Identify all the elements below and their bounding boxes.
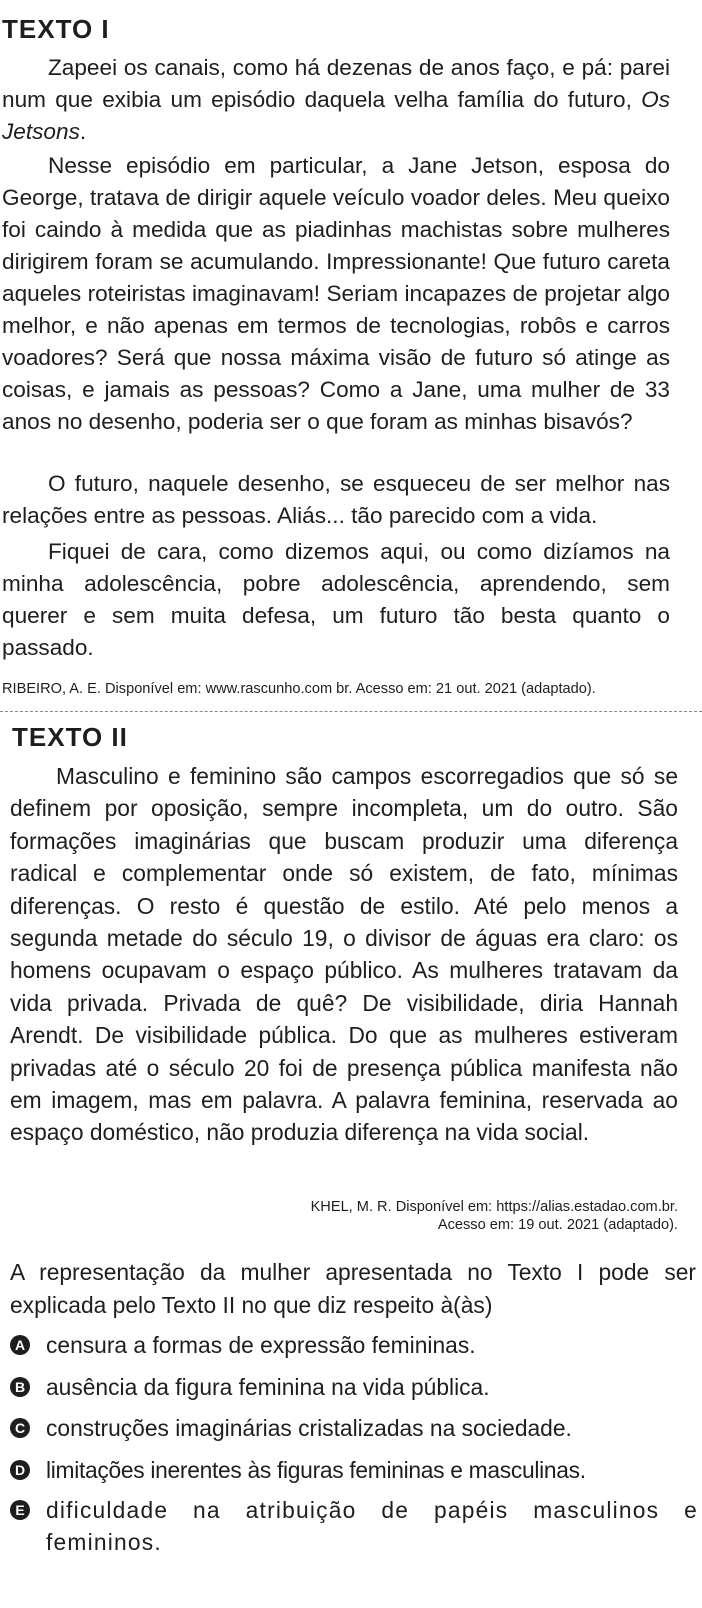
option-e-text: dificuldade na atribuição de papéis masculinos e femininos.: [46, 1497, 698, 1555]
option-b[interactable]: [10, 1371, 698, 1403]
texto-2-source-line-1: KHEL, M. R. Disponível em: https://alias.estadao.com.br.: [310, 1199, 678, 1215]
question-stem: A representação da mulher apresentada no Texto I pode ser explicada pelo Texto II no que diz respeito à(às): [10, 1259, 696, 1318]
texto-1-source: RIBEIRO, A. E. Disponível em: www.rascunho.com br. Acesso em: 21 out. 2021 (adaptado).: [2, 681, 596, 697]
option-c-text: construções imaginárias cristalizadas na sociedade.: [46, 1415, 572, 1441]
show-title: Os Jetsons: [2, 87, 670, 144]
texto-1-paragraph-4: Fiquei de cara, como dizemos aqui, ou como dizíamos na minha adolescência, pobre adolescência, aprendendo, sem querer e sem muita defesa, um futuro tão besta quanto o passado.: [2, 539, 670, 660]
texto-1-p1-text: Zapeei os canais, como há dezenas de anos faço, e pá: parei num que exibia um episódio daquela velha família do futuro,: [2, 55, 670, 112]
option-e-badge: E: [10, 1500, 30, 1520]
texto-2-source: [10, 1198, 678, 1234]
option-b-text: ausência da figura feminina na vida pública.: [46, 1374, 490, 1400]
texto-1-paragraph-3: O futuro, naquele desenho, se esqueceu de ser melhor nas relações entre as pessoas. Aliás... tão parecido com a vida.: [2, 471, 670, 528]
option-d[interactable]: [10, 1454, 698, 1486]
option-d-text: limitações inerentes às figuras femininas e masculinas.: [46, 1457, 586, 1483]
option-a-badge: A: [10, 1335, 30, 1355]
texto-2-source-line-2: Acesso em: 19 out. 2021 (adaptado).: [437, 1217, 678, 1233]
option-e[interactable]: [10, 1494, 698, 1558]
section-divider: [0, 711, 702, 712]
option-c[interactable]: [10, 1412, 698, 1444]
option-b-badge: B: [10, 1377, 30, 1397]
texto-1-paragraph-1: [2, 52, 670, 148]
texto-1-paragraph-2: Nesse episódio em particular, a Jane Jetson, esposa do George, tratava de dirigir aquele veículo voador deles. Meu queixo foi caindo à medida que as piadinhas machistas sobre mulheres dirigirem foram se acumulando. Impressionante! Que futuro careta aqueles roteiristas imaginavam! Seriam incapazes de projetar algo melhor, e não apenas em termos de tecnologias, robôs e carros voadores? Será que nossa máxima visão de futuro só atinge as coisas, e jamais as pessoas? Como a Jane, uma mulher de 33 anos no desenho, poderia ser o que foram as minhas bisavós?: [2, 153, 670, 434]
option-a-text: censura a formas de expressão femininas.: [46, 1332, 476, 1358]
texto-1-p1-end: .: [79, 119, 87, 144]
option-a[interactable]: [10, 1329, 698, 1361]
texto-2-paragraph-1: Masculino e feminino são campos escorregadios que só se definem por oposição, sempre incompleta, um do outro. São formações imaginárias que buscam produzir uma diferença radical e complementar onde só existem, de fato, mínimas diferenças. O resto é questão de estilo. Até pelo menos a segunda metade do século 19, o divisor de águas era claro: os homens ocupavam o espaço público. As mulheres tratavam da vida privada. Privada de quê? De visibilidade, diria Hannah Arendt. De visibilidade pública. Do que as mulheres estiveram privadas até o século 20 foi de presença pública manifesta não em imagem, mas em palavra. A palavra feminina, reservada ao espaço doméstico, não produzia diferença na vida social.: [10, 763, 678, 1146]
option-c-badge: C: [10, 1418, 30, 1438]
option-d-badge: D: [10, 1460, 30, 1480]
texto-1-heading: TEXTO I: [2, 14, 110, 44]
texto-2-heading: TEXTO II: [12, 722, 128, 752]
